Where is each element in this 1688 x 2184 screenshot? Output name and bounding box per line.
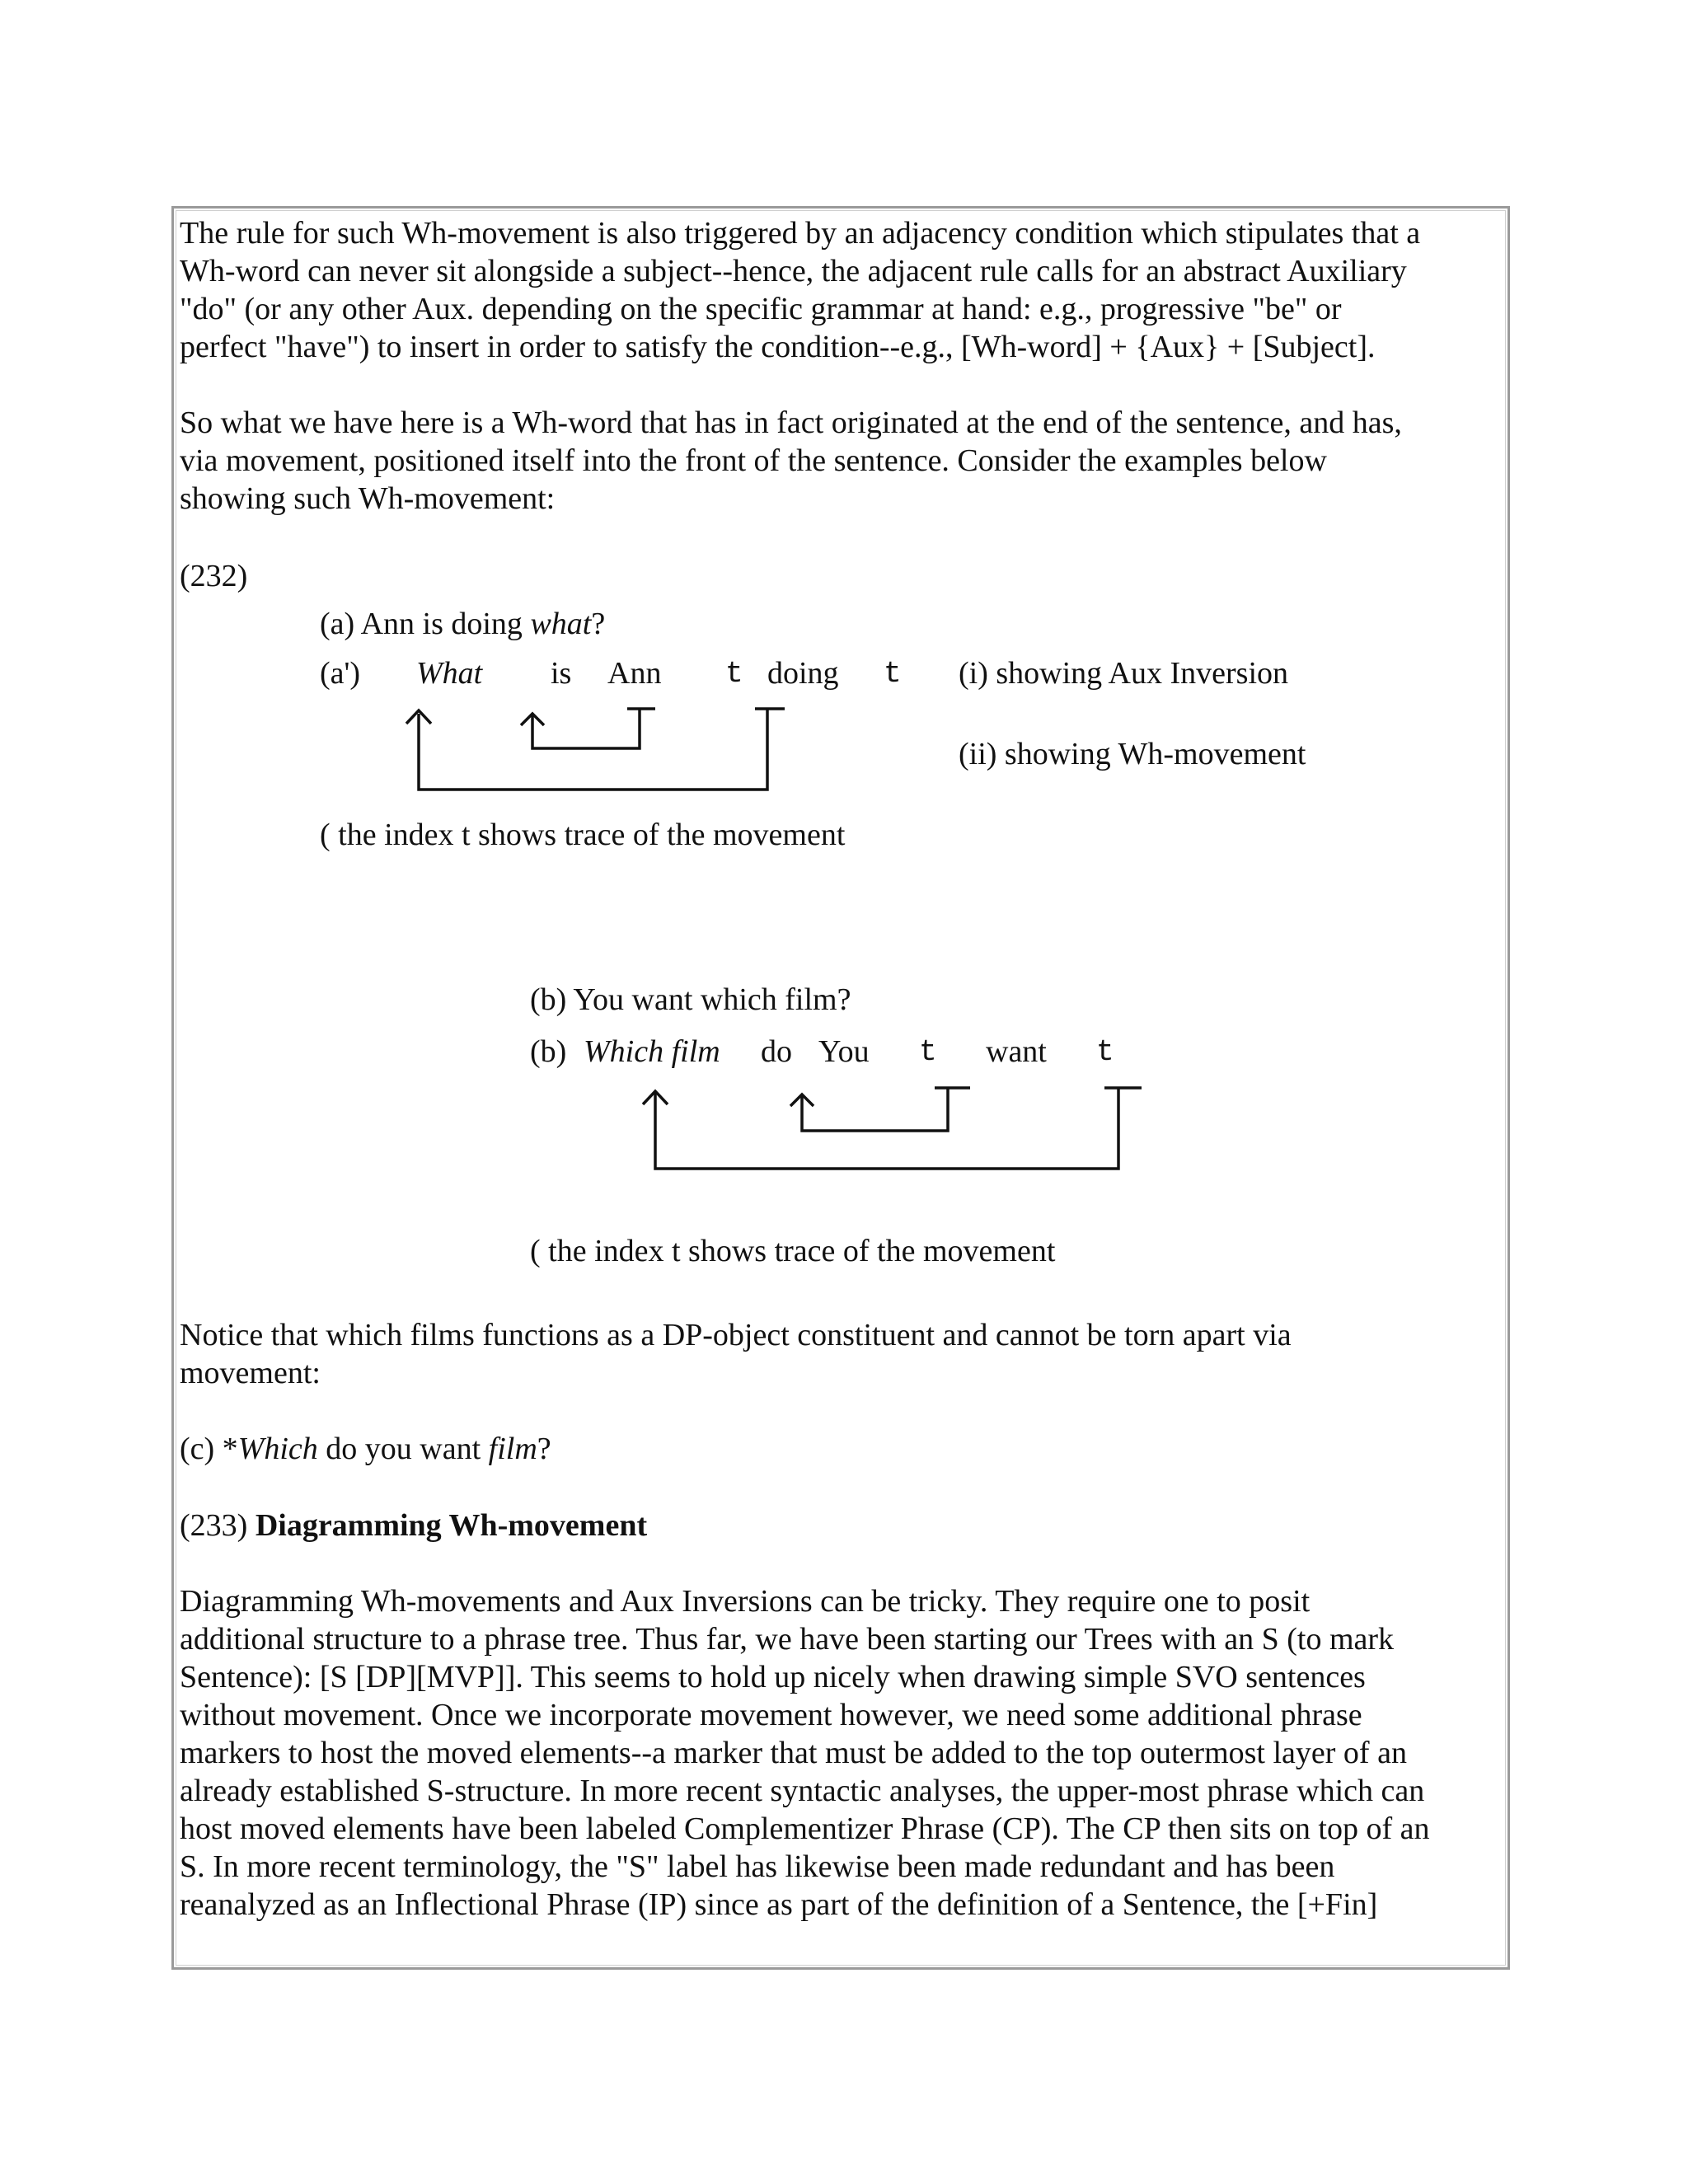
trace-note-232: ( the index t shows trace of the movement (320, 818, 846, 852)
text-line: host moved elements have been labeled Complementizer Phrase (CP). The CP then sits on top of an (180, 1811, 1430, 1846)
text-line: S. In more recent terminology, the "S" label has likewise been made redundant and has been (180, 1849, 1335, 1884)
text-line: Diagramming Wh-movements and Aux Inversions can be tricky. They require one to posit (180, 1584, 1311, 1619)
text-line: Sentence): [S [DP][MVP]]. This seems to hold up nicely when drawing simple SVO sentences (180, 1660, 1366, 1694)
word-is: is (551, 656, 572, 691)
text-line: without movement. Once we incorporate movement however, we need some additional phrase (180, 1698, 1362, 1732)
paragraph-dp-object (180, 1316, 1498, 1392)
text-line: Wh-word can never sit alongside a subject--hence, the adjacent rule calls for an abstract Auxiliary (180, 254, 1407, 288)
trace-t2: t (884, 657, 902, 691)
word-you: You (818, 1034, 870, 1069)
note-aux-inversion: (i) showing Aux Inversion (959, 656, 1289, 691)
text-line: via movement, positioned itself into the front of the sentence. Consider the examples below (180, 443, 1327, 478)
text-line: The rule for such Wh-movement is also triggered by an adjacency condition which stipulates that a (180, 216, 1421, 251)
note-wh-movement: (ii) showing Wh-movement (959, 737, 1306, 771)
word-ann: Ann (607, 656, 662, 691)
text-line: markers to host the moved elements--a marker that must be added to the top outermost layer of an (180, 1736, 1407, 1770)
word-doing: doing (767, 656, 839, 691)
text-line: So what we have here is a Wh-word that has in fact originated at the end of the sentence, and has, (180, 405, 1402, 440)
paragraph-diagramming (180, 1582, 1498, 1924)
trace-t1: t (725, 657, 743, 691)
section-233-heading: (233) Diagramming Wh-movement (180, 1508, 648, 1543)
example-232a: (a) Ann is doing what? (320, 607, 606, 641)
example-c: (c) *Which do you want film? (180, 1432, 551, 1466)
text-line: showing such Wh-movement: (180, 481, 556, 516)
word-what: What (416, 656, 483, 691)
word-do: do (761, 1034, 792, 1069)
example-232a-prime-label: (a') (320, 656, 361, 691)
text-line: already established S-structure. In more recent syntactic analyses, the upper-most phrase which can (180, 1774, 1425, 1808)
trace-note-b: ( the index t shows trace of the movement (530, 1234, 1056, 1268)
text-line: additional structure to a phrase tree. Thus far, we have been starting our Trees with an S (to mark (180, 1622, 1395, 1657)
text-line: movement: (180, 1356, 321, 1390)
text-line: perfect "have") to insert in order to satisfy the condition--e.g., [Wh-word] + {Aux} + [Subject]. (180, 330, 1376, 364)
text-line: reanalyzed as an Inflectional Phrase (IP) since as part of the definition of a Sentence, the [+Fin] (180, 1887, 1378, 1922)
word-want: want (986, 1034, 1047, 1069)
trace-t2: t (1096, 1035, 1114, 1069)
word-which-film: Which film (584, 1034, 720, 1069)
example-number-232: (232) (180, 559, 248, 593)
text-line: Notice that which films functions as a DP-object constituent and cannot be torn apart via (180, 1318, 1292, 1352)
text-line: "do" (or any other Aux. depending on the specific grammar at hand: e.g., progressive "be" or (180, 292, 1342, 326)
example-b: (b) You want which film? (530, 982, 851, 1017)
example-b-moved-label: (b) (530, 1034, 567, 1069)
trace-t1: t (919, 1035, 937, 1069)
